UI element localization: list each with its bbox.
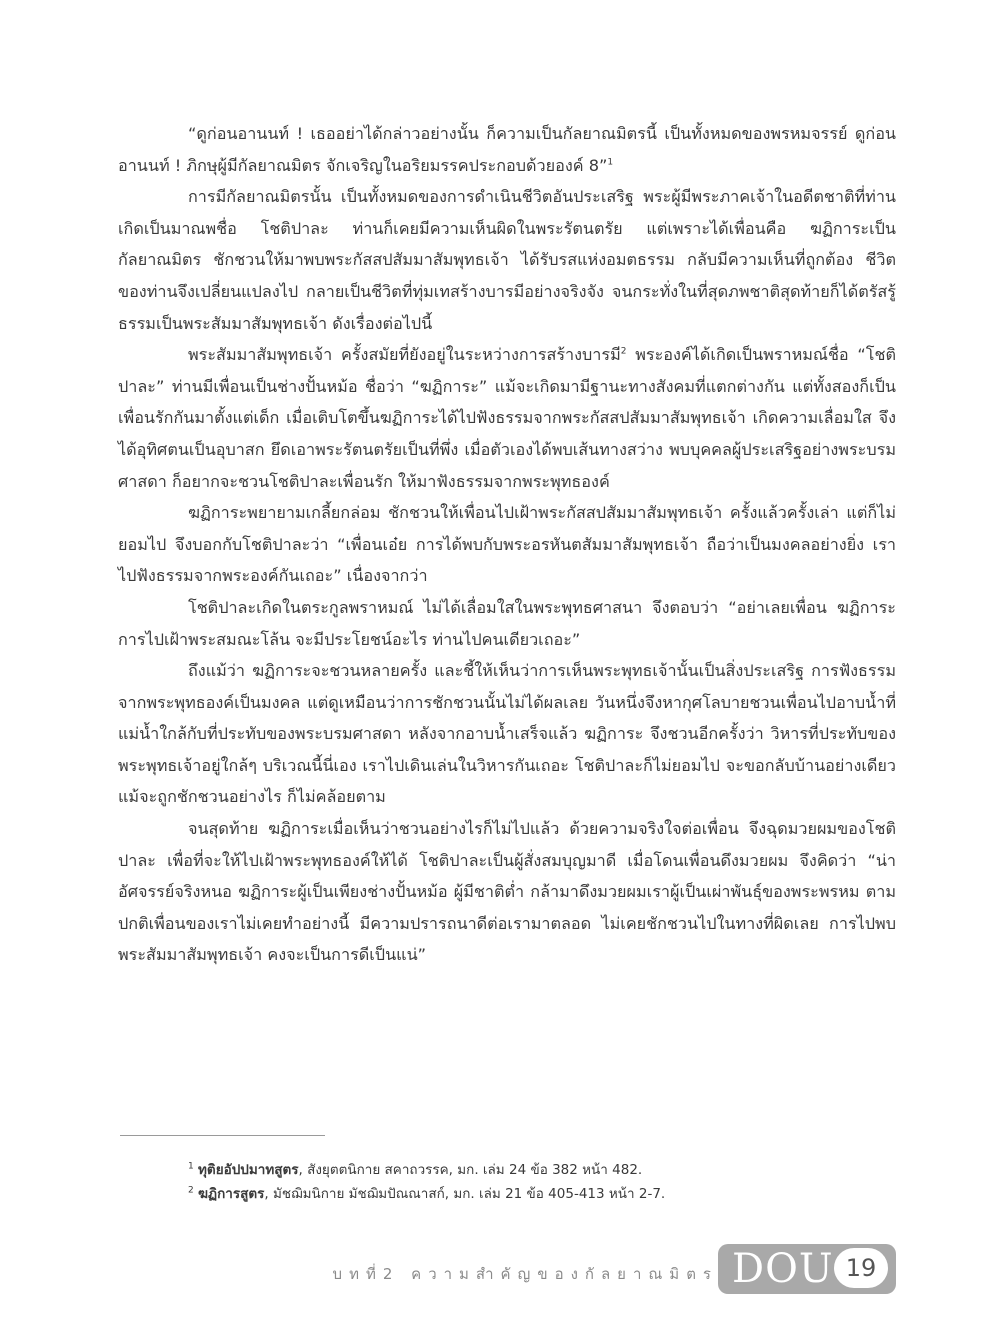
footnote-source: , สังยุตตนิกาย สคาถวรรค, มก. เล่ม 24 ข้อ 382 หน้า 482. bbox=[298, 1162, 643, 1178]
paragraph: จนสุดท้าย ฆฏิการะเมื่อเห็นว่าชวนอย่างไรก็ไม่ไปแล้ว ด้วยความจริงใจต่อเพื่อน จึงฉุดมวยผมของโชติปาละ เพื่อที่จะให้ไปเฝ้าพระพุทธองค์ให้ได้ โชติปาละเป็นผู้สั่งสมบุญมาดี เมื่อโดนเพื่อนดึงมวยผม จึงคิดว่า “น่าอัศจรรย์จริงหนอ ฆฏิการะผู้เป็นเพียงช่างปั้นหม้อ ผู้มีชาติต่ำ กล้ามาดึงมวยผมเราผู้เป็นเผ่าพันธุ์ของพระพรหม ตามปกติเพื่อนของเราไม่เคยทำอย่างนี้ มีความปรารถนาดีต่อเรามาตลอด ไม่เคยชักชวนไปในทางที่ผิดเลย การไปพบพระสัมมาสัมพุทธเจ้า คงจะเป็นการดีเป็นแน่” bbox=[118, 819, 896, 965]
chapter-title: บทที่2 ความสำคัญของกัลยาณมิตร bbox=[332, 1265, 718, 1283]
paragraph-quote bbox=[118, 118, 896, 181]
footnote-source: , มัชฌิมนิกาย มัชฌิมปัณณาสก์, มก. เล่ม 21 ข้อ 405-413 หน้า 2-7. bbox=[264, 1186, 666, 1202]
footer-badge bbox=[718, 1244, 896, 1294]
paragraph bbox=[118, 339, 896, 497]
footnote-number: 2 bbox=[188, 1185, 194, 1196]
footnote-number: 1 bbox=[188, 1161, 194, 1172]
paragraph-text: พระสัมมาสัมพุทธเจ้า ครั้งสมัยที่ยังอยู่ในระหว่างการสร้างบารมี bbox=[188, 345, 621, 365]
footnote-title: ฆฏิการสูตร bbox=[198, 1186, 265, 1202]
footnote-divider bbox=[120, 1135, 325, 1136]
footnote-mark[interactable]: 2 bbox=[620, 346, 627, 357]
page-footer bbox=[0, 1240, 1000, 1296]
footnotes bbox=[188, 1158, 888, 1206]
footnote-title: ทุติยอัปปมาทสูตร bbox=[198, 1162, 299, 1178]
body-text bbox=[118, 118, 896, 971]
paragraph: โชติปาละเกิดในตระกูลพราหมณ์ ไม่ได้เลื่อมใสในพระพุทธศาสนา จึงตอบว่า “อย่าเลยเพื่อน ฆฏิการะ การไปเฝ้าพระสมณะโล้น จะมีประโยชน์อะไร ท่านไปคนเดียวเถอะ” bbox=[118, 597, 896, 649]
footnote-2 bbox=[188, 1182, 888, 1206]
paragraph: การมีกัลยาณมิตรนั้น เป็นทั้งหมดของการดำเนินชีวิตอันประเสริฐ พระผู้มีพระภาคเจ้าในอดีตชาติที่ท่านเกิดเป็นมาณพชื่อ โชติปาละ ท่านก็เคยมีความเห็นผิดในพระรัตนตรัย แต่เพราะได้เพื่อนคือ ฆฏิการะเป็นกัลยาณมิตร ชักชวนให้มาพบพระกัสสปสัมมาสัมพุทธเจ้า ได้รับรสแห่งอมตธรรม กลับมีความเห็นที่ถูกต้อง ชีวิตของท่านจึงเปลี่ยนแปลงไป กลายเป็นชีวิตที่ทุ่มเทสร้างบารมีอย่างจริงจัง จนกระทั่งในที่สุดภพชาติสุดท้ายก็ได้ตรัสรู้ธรรมเป็นพระสัมมาสัมพุทธเจ้า ดังเรื่องต่อไปนี้ bbox=[118, 187, 896, 333]
paragraph: ถึงแม้ว่า ฆฏิการะจะชวนหลายครั้ง และชี้ให้เห็นว่าการเห็นพระพุทธเจ้านั้นเป็นสิ่งประเสริฐ การฟังธรรมจากพระพุทธองค์เป็นมงคล แต่ดูเหมือนว่าการชักชวนนั้นไม่ได้ผลเลย วันหนึ่งจึงหากุศโลบายชวนเพื่อนไปอาบน้ำที่แม่น้ำใกล้กับที่ประทับของพระบรมศาสดา หลังจากอาบน้ำเสร็จแล้ว ฆฏิการะ จึงชวนอีกครั้งว่า วิหารที่ประทับของพระพุทธเจ้าอยู่ใกล้ๆ บริเวณนี้นี่เอง เราไปเดินเล่นในวิหารกันเถอะ โชติปาละก็ไม่ยอมไป จะขอกลับบ้านอย่างเดียว แม้จะถูกชักชวนอย่างไร ก็ไม่คล้อยตาม bbox=[118, 661, 896, 807]
paragraph-text: พระองค์ได้เกิดเป็นพราหมณ์ชื่อ “โชติปาละ” ท่านมีเพื่อนเป็นช่างปั้นหม้อ ชื่อว่า “ฆฏิการะ” แม้จะเกิดมามีฐานะทางสังคมที่แตกต่างกัน แต่ทั้งสองก็เป็นเพื่อนรักกันมาตั้งแต่เด็ก เมื่อเติบโตขึ้นฆฏิการะได้ไปฟังธรรมจากพระกัสสปสัมมาสัมพุทธเจ้า เกิดความเลื่อมใส จึงได้อุทิศตนเป็นอุบาสก ยึดเอาพระรัตนตรัยเป็นที่พึ่ง เมื่อตัวเองได้พบเส้นทางสว่าง พบบุคคลผู้ประเสริฐอย่างพระบรมศาสดา ก็อยากจะชวนโชติปาละเพื่อนรัก ให้มาฟังธรรมจากพระพุทธองค์ bbox=[118, 345, 897, 491]
dou-logo: DOU bbox=[732, 1246, 834, 1292]
page-number: 19 bbox=[834, 1248, 888, 1288]
paragraph-text: “ดูก่อนอานนท์ ! เธออย่าได้กล่าวอย่างนั้น ก็ความเป็นกัลยาณมิตรนี้ เป็นทั้งหมดของพรหมจรรย์ ดูก่อนอานนท์ ! ภิกษุผู้มีกัลยาณมิตร จักเจริญในอริยมรรคประกอบด้วยองค์ 8” bbox=[118, 124, 896, 175]
paragraph: ฆฏิการะพยายามเกลี้ยกล่อม ชักชวนให้เพื่อนไปเฝ้าพระกัสสปสัมมาสัมพุทธเจ้า ครั้งแล้วครั้งเล่า แต่ก็ไม่ยอมไป จึงบอกกับโชติปาละว่า “เพื่อนเอ๋ย การได้พบกับพระอรหันตสัมมาสัมพุทธเจ้า ถือว่าเป็นมงคลอย่างยิ่ง เราไปฟังธรรมจากพระองค์กันเถอะ” เนื่องจากว่า bbox=[118, 503, 896, 586]
footnote-1 bbox=[188, 1158, 888, 1182]
footnote-mark[interactable]: 1 bbox=[607, 157, 614, 168]
